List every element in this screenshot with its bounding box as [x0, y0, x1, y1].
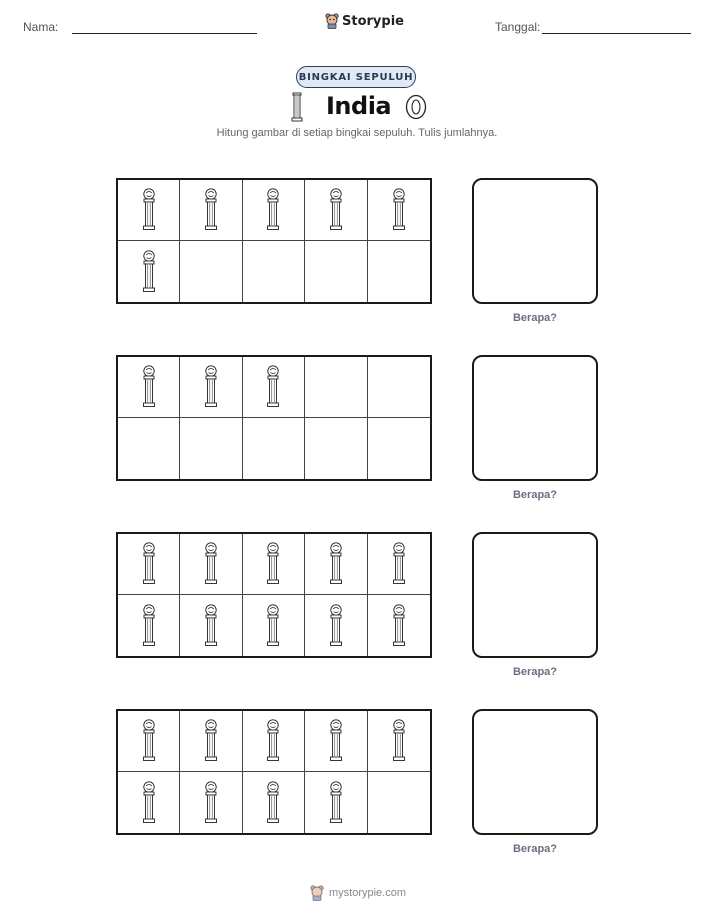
pillar-icon: [265, 604, 281, 648]
answer-box[interactable]: [472, 532, 598, 658]
question-label: Berapa?: [512, 489, 558, 501]
ten-frame-cell: [243, 711, 305, 772]
pillar-icon: [141, 365, 157, 409]
ten-frame-cell: [118, 241, 180, 302]
pillar-icon: [391, 719, 407, 763]
ten-frame-cell: [180, 534, 242, 595]
ten-frame-cell: [305, 595, 367, 656]
pillar-icon: [141, 604, 157, 648]
pillar-icon: [328, 719, 344, 763]
page-title: India: [326, 92, 392, 120]
answer-box[interactable]: [472, 709, 598, 835]
pillar-icon: [328, 604, 344, 648]
ten-frame-cell: [180, 595, 242, 656]
pillar-icon: [203, 604, 219, 648]
question-label: Berapa?: [512, 312, 558, 324]
ten-frame-cell: [243, 534, 305, 595]
zero-numeral-icon: [405, 94, 427, 120]
ten-frame-cell: [368, 595, 430, 656]
pillar-icon: [391, 542, 407, 586]
ten-frame-cell: [368, 418, 430, 479]
ten-frame-cell: [305, 534, 367, 595]
ten-frame-cell: [243, 772, 305, 833]
ten-frame-cell: [243, 595, 305, 656]
pillar-icon: [141, 542, 157, 586]
ten-frame-cell: [118, 357, 180, 418]
pillar-icon: [391, 188, 407, 232]
ten-frame-cell: [118, 595, 180, 656]
ten-frame-cell: [180, 711, 242, 772]
ten-frame-cell: [118, 711, 180, 772]
pillar-icon: [141, 781, 157, 825]
ten-frame: [116, 709, 432, 835]
pillar-icon: [265, 542, 281, 586]
ten-frame-cell: [305, 418, 367, 479]
question-label: Berapa?: [512, 666, 558, 678]
pillar-icon: [265, 781, 281, 825]
ten-frame-cell: [243, 241, 305, 302]
pillar-icon: [203, 188, 219, 232]
ten-frame-cell: [118, 534, 180, 595]
pillar-icon: [141, 250, 157, 294]
ten-frame-cell: [368, 241, 430, 302]
ten-frame-cell: [305, 772, 367, 833]
ten-frame-cell: [243, 357, 305, 418]
ten-frame-cell: [118, 772, 180, 833]
ten-frame-cell: [368, 711, 430, 772]
pillar-icon: [391, 604, 407, 648]
pillar-icon: [290, 92, 304, 122]
ten-frame: [116, 532, 432, 658]
name-label: Nama:: [23, 20, 59, 34]
pillar-icon: [141, 188, 157, 232]
ten-frame-cell: [368, 357, 430, 418]
ten-frame-cell: [305, 241, 367, 302]
pillar-icon: [265, 188, 281, 232]
pillar-icon: [328, 781, 344, 825]
worksheet-type-badge: BINGKAI SEPULUH: [296, 66, 416, 88]
date-line[interactable]: [542, 33, 691, 34]
ten-frame-cell: [180, 772, 242, 833]
header: [0, 0, 714, 50]
pillar-icon: [203, 719, 219, 763]
footer: [309, 885, 406, 901]
brand-logo: [325, 13, 404, 29]
pillar-icon: [328, 542, 344, 586]
ten-frame-cell: [368, 772, 430, 833]
ten-frame-cell: [305, 711, 367, 772]
ten-frame-cell: [243, 180, 305, 241]
answer-box[interactable]: [472, 178, 598, 304]
ten-frame-cell: [180, 357, 242, 418]
ten-frame-cell: [368, 180, 430, 241]
pillar-icon: [328, 188, 344, 232]
ten-frame-cell: [180, 418, 242, 479]
ten-frame-cell: [305, 180, 367, 241]
pillar-icon: [141, 719, 157, 763]
ten-frame-cell: [305, 357, 367, 418]
answer-box[interactable]: [472, 355, 598, 481]
ten-frame-cell: [180, 180, 242, 241]
bear-mascot-icon: [325, 13, 339, 29]
pillar-icon: [265, 365, 281, 409]
pillar-icon: [203, 542, 219, 586]
instruction-text: Hitung gambar di setiap bingkai sepuluh. Tulis jumlahnya.: [216, 127, 498, 139]
date-label: Tanggal:: [495, 20, 541, 34]
pillar-icon: [203, 781, 219, 825]
pillar-icon: [203, 365, 219, 409]
ten-frame: [116, 178, 432, 304]
bear-mascot-icon: [309, 885, 325, 901]
ten-frame: [116, 355, 432, 481]
ten-frame-cell: [368, 534, 430, 595]
ten-frame-cell: [118, 180, 180, 241]
pillar-icon: [265, 719, 281, 763]
ten-frame-cell: [243, 418, 305, 479]
brand-name: Storypie: [342, 13, 404, 29]
footer-url[interactable]: mystorypie.com: [329, 887, 407, 899]
question-label: Berapa?: [512, 843, 558, 855]
name-line[interactable]: [72, 33, 257, 34]
ten-frame-cell: [118, 418, 180, 479]
ten-frame-cell: [180, 241, 242, 302]
